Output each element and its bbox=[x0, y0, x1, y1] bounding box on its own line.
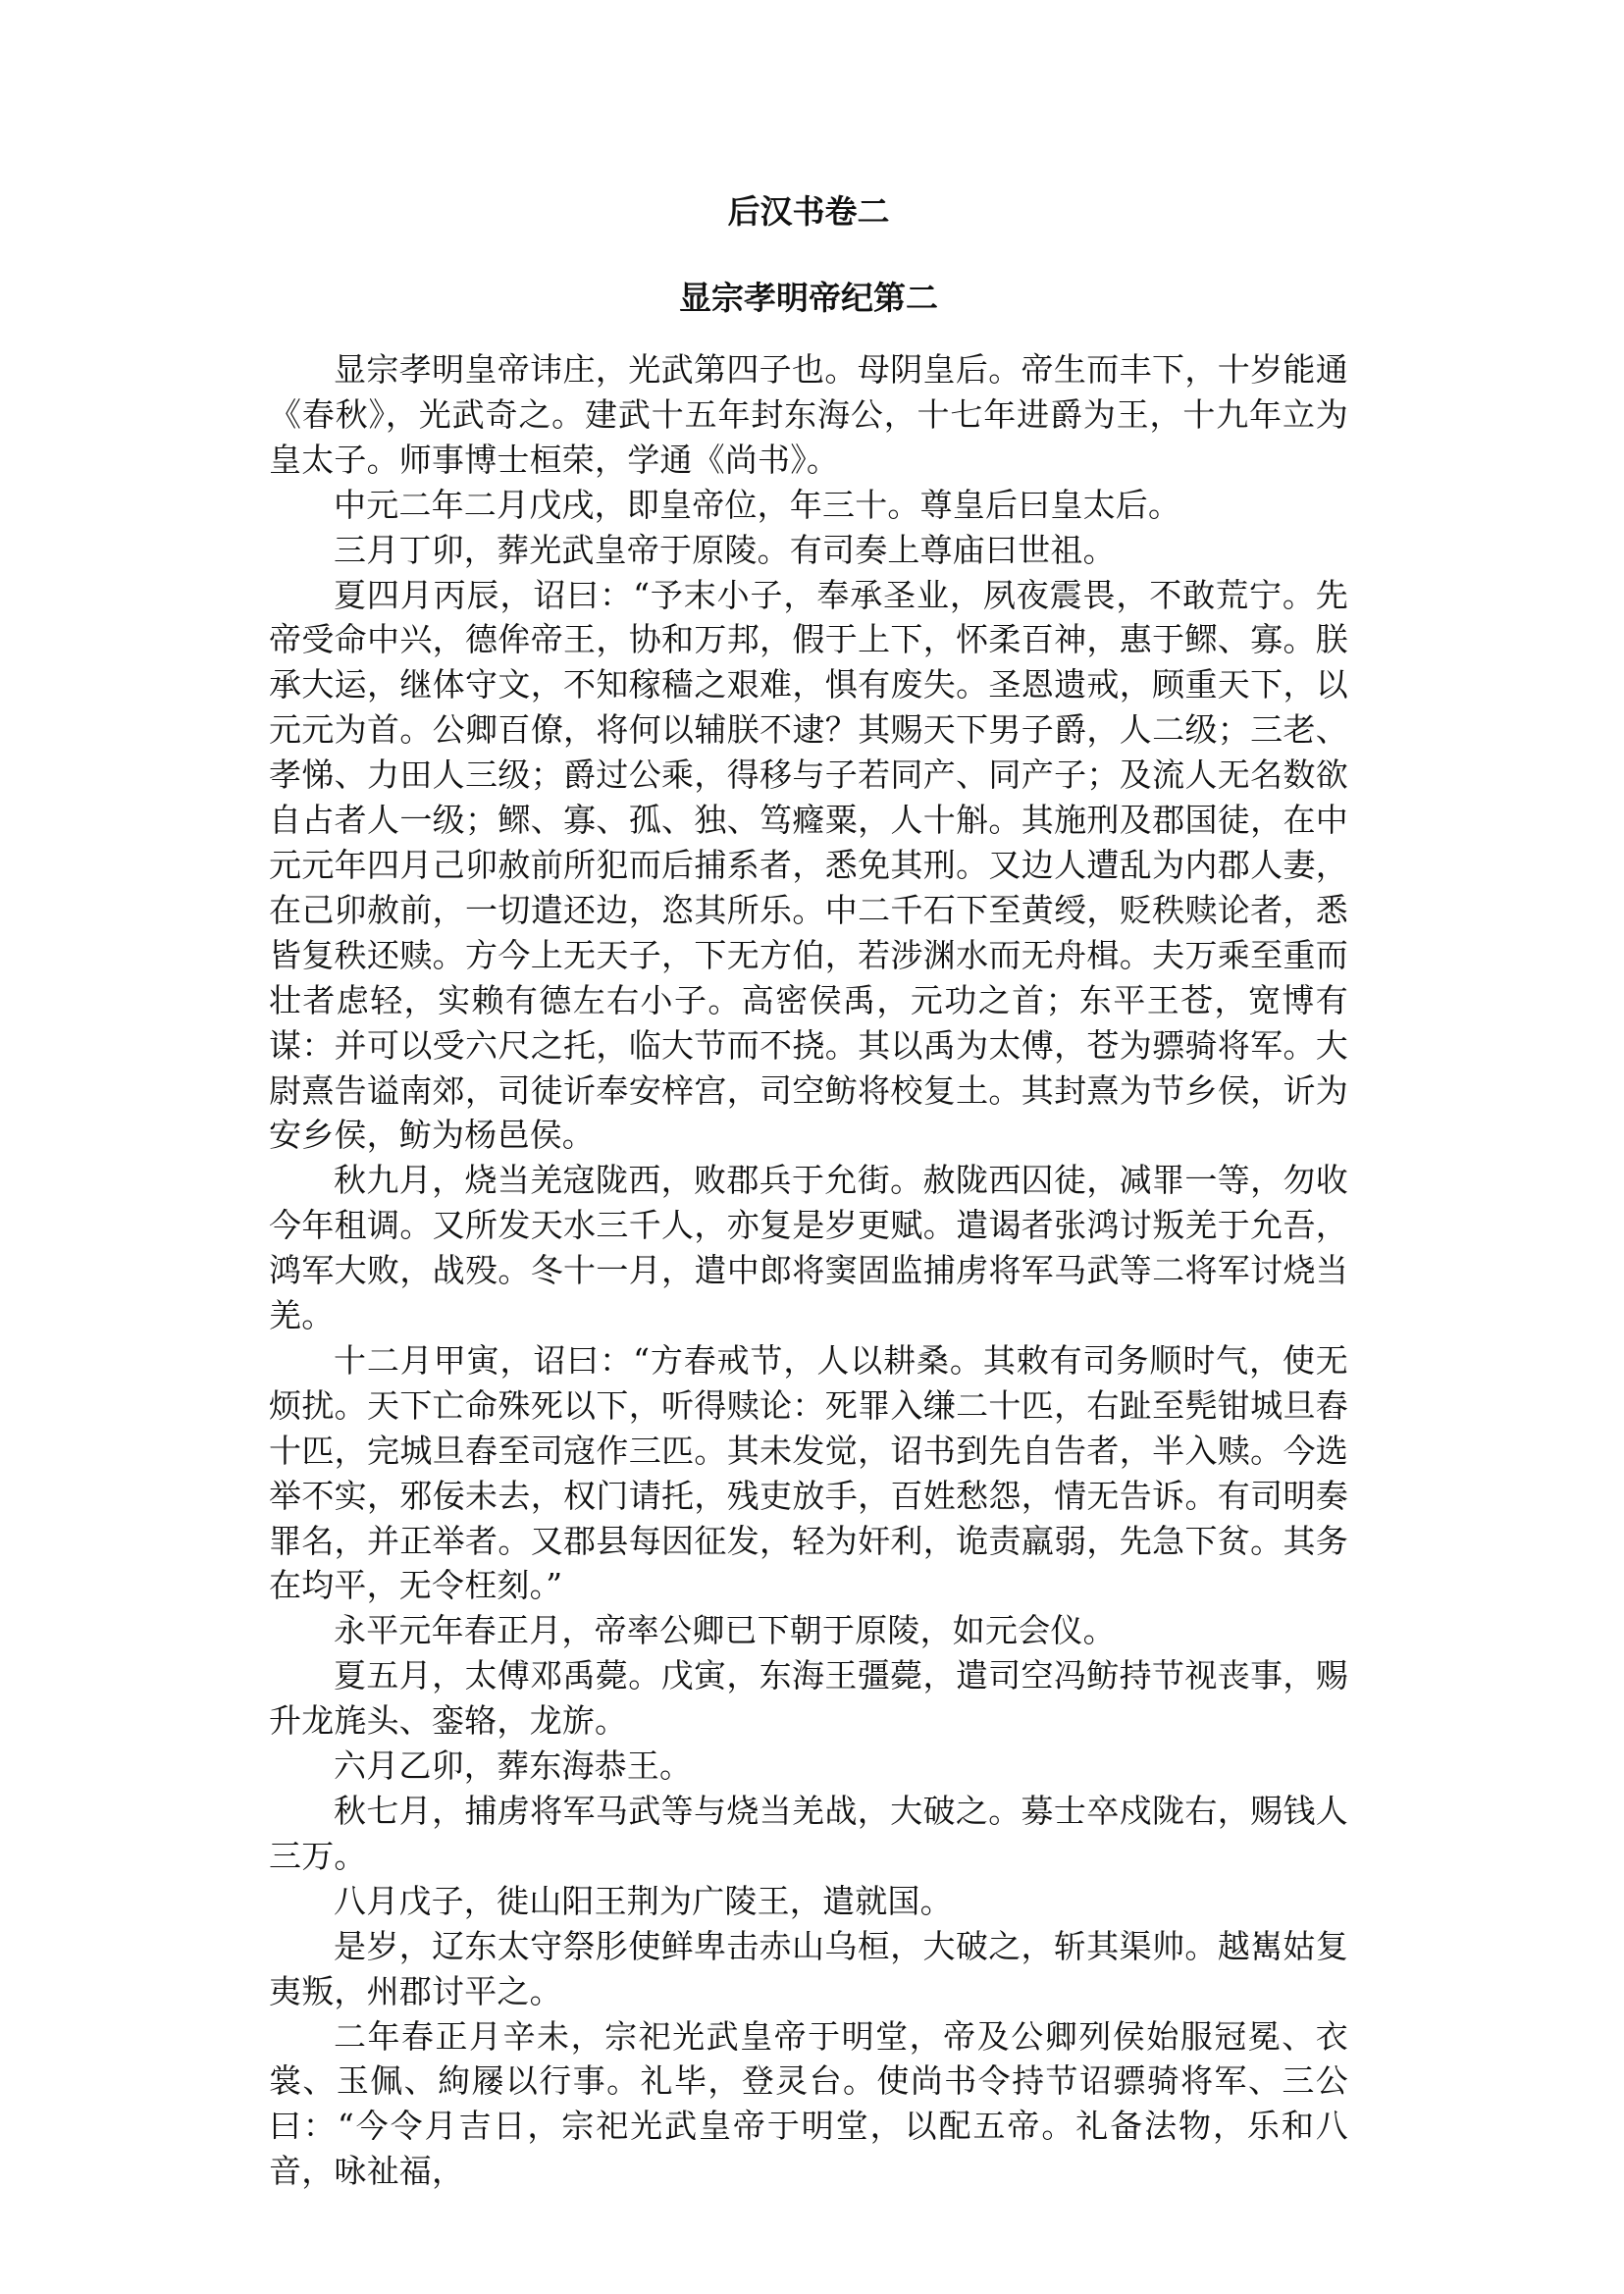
paragraph-11: 八月戊子，徙山阳王荆为广陵王，遣就国。 bbox=[334, 1881, 953, 1920]
paragraph-6: 十二月甲寅，诏曰：“方春戒节，人以耕桑。其敕有司务顺时气，使无烦扰。天下亡命殊死以下，听得赎论：死罪入缣二十匹，右趾至髡钳城旦舂十匹，完城旦舂至司寇作三匹。其未发觉，诏书到先自告者，半入赎。今选举不实，邪佞未去，权门请托，残吏放手，百姓愁怨，情无告诉。有司明奏罪名，并正举者。又郡县每因征发，轻为奸利，诡责羸弱，先急下贫。其务在均平，无令枉刻。” bbox=[269, 1340, 1348, 1605]
paragraph-2: 中元二年二月戊戌，即皇帝位，年三十。尊皇后曰皇太后。 bbox=[334, 485, 1181, 524]
paragraph-13: 二年春正月辛未，宗祀光武皇帝于明堂，帝及公卿列侯始服冠冕、衣裳、玉佩、絇屦以行事。礼毕，登灵台。使尚书令持节诏骠骑将军、三公曰：“今令月吉日，宗祀光武皇帝于明堂，以配五帝。礼备法物，乐和八音，咏祉福， bbox=[269, 2016, 1348, 2191]
book-title: 后汉书卷二 bbox=[727, 192, 890, 231]
chapter-title: 显宗孝明帝纪第二 bbox=[679, 279, 938, 317]
paragraph-3: 三月丁卯，葬光武皇帝于原陵。有司奏上尊庙曰世祖。 bbox=[334, 530, 1116, 569]
chapter-body bbox=[269, 347, 1348, 2194]
paragraph-10: 秋七月，捕虏将军马武等与烧当羌战，大破之。募士卒戍陇右，赐钱人三万。 bbox=[269, 1792, 1348, 1875]
paragraph-9: 六月乙卯，葬东海恭王。 bbox=[334, 1747, 693, 1786]
paragraph-7: 永平元年春正月，帝率公卿已下朝于原陵，如元会仪。 bbox=[334, 1611, 1116, 1650]
paragraph-12: 是岁，辽东太守祭肜使鲜卑击赤山乌桓，大破之，斩其渠帅。越嶲姑复夷叛，州郡讨平之。 bbox=[269, 1926, 1348, 2010]
paragraph-5: 秋九月，烧当羌寇陇西，败郡兵于允街。赦陇西囚徒，减罪一等，勿收今年租调。又所发天水三千人，亦复是岁更赋。遣谒者张鸿讨叛羌于允吾，鸿军大败，战殁。冬十一月，遣中郎将窦固监捕虏将军马武等二将军讨烧当羌。 bbox=[269, 1161, 1348, 1335]
paragraph-4: 夏四月丙辰，诏曰：“予末小子，奉承圣业，夙夜震畏，不敢荒宁。先帝受命中兴，德侔帝王，协和万邦，假于上下，怀柔百神，惠于鳏、寡。朕承大运，继体守文，不知稼穑之艰难，惧有废失。圣恩遗戒，顾重天下，以元元为首。公卿百僚，将何以辅朕不逮？其赐天下男子爵，人二级；三老、孝悌、力田人三级；爵过公乘，得移与子若同产、同产子；及流人无名数欲自占者人一级；鳏、寡、孤、独、笃癃粟，人十斛。其施刑及郡国徒，在中元元年四月己卯赦前所犯而后捕系者，悉免其刑。又边人遭乱为内郡人妻，在己卯赦前，一切遣还边，恣其所乐。中二千石下至黄绶，贬秩赎论者，悉皆复秩还赎。方今上无天子，下无方伯，若涉渊水而无舟楫。夫万乘至重而壮者虑轻，实赖有德左右小子。高密侯禹，元功之首；东平王苍，宽博有谋：并可以受六尺之托，临大节而不挠。其以禹为太傅，苍为骠骑将军。大尉熹告谥南郊，司徒䜣奉安梓宫，司空鲂将校复土。其封熹为节乡侯，䜣为安乡侯，鲂为杨邑侯。 bbox=[269, 575, 1348, 1155]
paragraph-8: 夏五月，太傅邓禹薨。戊寅，东海王彊薨，遣司空冯鲂持节视丧事，赐升龙旄头、銮辂，龙旂。 bbox=[269, 1656, 1348, 1741]
paragraph-1: 显宗孝明皇帝讳庄，光武第四子也。母阴皇后。帝生而丰下，十岁能通《春秋》，光武奇之。建武十五年封东海公，十七年进爵为王，十九年立为皇太子。师事博士桓荣，学通《尚书》。 bbox=[269, 350, 1348, 479]
document-page bbox=[269, 192, 1348, 2194]
